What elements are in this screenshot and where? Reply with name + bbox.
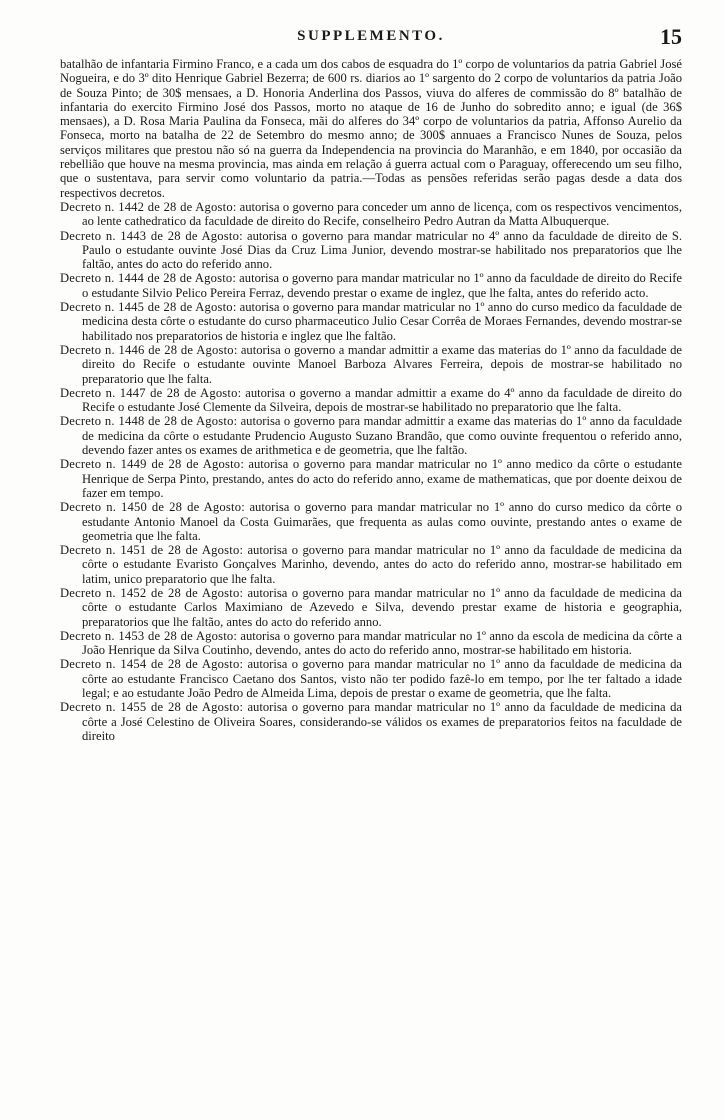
decree-paragraph (60, 457, 682, 500)
decree-text: : autorisa o governo para mandar matricular no 1º anno da faculdade de medicina da côrte o estudante Carlos Maximiano de Azevedo e Silva, devendo prestar exame de historia e geographia, preparatorios que lhe faltão, antes do acto do referido anno. (82, 585, 682, 629)
running-title: SUPPLEMENTO. (297, 28, 445, 44)
decree-heading: Decreto n. 1449 de 28 de Agosto (60, 457, 241, 472)
decree-paragraph (60, 657, 682, 700)
decree-text: : autorisa o governo para mandar matricular no 1º anno da faculdade de medicina da côrte ao estudante Francisco Caetano dos Santos, visto não ter podido fazê-lo em tempo, por lhe ter faltado a idade legal; e ao estudante João Pedro de Almeida Lima, depois de prestar o exame de geometria, que lhe falta. (82, 657, 682, 701)
decree-heading: Decreto n. 1443 de 28 de Agosto (60, 228, 240, 243)
decree-paragraph (60, 500, 682, 543)
body-text (60, 57, 682, 743)
decree-paragraph (60, 543, 682, 586)
decree-paragraph (60, 300, 682, 343)
decree-paragraph (60, 229, 682, 272)
decree-heading: Decreto n. 1448 de 28 de Agosto (60, 414, 234, 429)
decree-heading: Decreto n. 1446 de 28 de Agosto (60, 342, 234, 357)
decree-heading: Decreto n. 1442 de 28 de Agosto (60, 199, 233, 214)
page-header (60, 24, 682, 54)
decree-text: : autorisa o governo para mandar matricular no 1º anno da faculdade de direito do Recife o estudante Silvio Pelico Pereira Ferraz, devendo prestar o exame de inglez, que lhe falta, antes do referido acto. (82, 271, 682, 300)
decree-heading: Decreto n. 1444 de 28 de Agosto (60, 271, 233, 286)
decree-paragraph (60, 700, 682, 743)
decree-heading: Decreto n. 1454 de 28 de Agosto (60, 657, 240, 672)
decree-text: : autorisa o governo para conceder um anno de licença, com os respectivos vencimentos, ao lente cathedratico da faculdade de direito do Recife, conselheiro Pedro Autran da Matta Albuquerque. (82, 199, 682, 229)
decree-heading: Decreto n. 1447 de 28 de Agosto (60, 385, 238, 400)
decree-text: : autorisa o governo a mandar admittir a exame do 4º anno da faculdade de direito do Recife o estudante José Clemente da Silveira, depois de mostrar-se habilitado no preparatorio que lhe falta. (82, 385, 682, 415)
decree-paragraph (60, 414, 682, 457)
decree-text: : autorisa o governo para mandar matricular no 1º anno da escola de medicina da côrte a João Henrique da Silva Coutinho, devendo, antes do acto do referido anno, mostrar-se habilitado em historia. (82, 628, 682, 658)
decree-text: : autorisa o governo para mandar matricular no 1º anno da faculdade de medicina da côrte a José Celestino de Oliveira Soares, considerando-se válidos os exames de preparatorios feitos na faculdade de direito (82, 700, 682, 743)
decree-heading: Decreto n. 1451 de 28 de Agosto (60, 543, 240, 558)
decree-heading: Decreto n. 1452 de 28 de Agosto (60, 585, 240, 600)
decree-paragraph (60, 343, 682, 386)
decree-text: : autorisa o governo para mandar matricular no 1º anno do curso medico da faculdade de medicina desta côrte o estudante do curso pharmaceutico Julio Cesar Corrêa de Moraes Fernandes, devendo mostrar-se habilitado nos preparatorios de historia e inglez que lhe faltão. (82, 300, 682, 343)
decree-text: : autorisa o governo para mandar matricular no 1º anno medico da côrte o estudante Henrique de Serpa Pinto, prestando, antes do acto do referido anno, exame de mathematicas, que por doente deixou de fazer em tempo. (82, 457, 682, 500)
decree-text: : autorisa o governo para mandar matricular no 1º anno da faculdade de medicina da côrte o estudante Evaristo Gonçalves Marinho, devendo, antes do acto do referido anno, mostrar-se habilitado em latim, unico preparatorio que lhe falta. (82, 543, 682, 586)
decree-heading: Decreto n. 1450 de 28 de Agosto (60, 500, 242, 515)
decree-paragraph (60, 586, 682, 629)
decree-paragraph (60, 271, 682, 300)
decree-heading: Decreto n. 1445 de 28 de Agosto (60, 300, 233, 315)
decree-list (60, 200, 682, 743)
decree-heading: Decreto n. 1453 de 28 de Agosto (60, 628, 234, 643)
intro-paragraph: batalhão de infantaria Firmino Franco, e a cada um dos cabos de esquadra do 1º corpo de voluntarios da patria Gabriel José Nogueira, e do 3º dito Henrique Gabriel Bezerra; de 600 rs. diarios ao 1º sargento do 2 corpo de voluntarios da patria João de Souza Pinto; de 30$ mensaes, a D. Honoria Anderlina dos Passos, viuva do alferes de commissão do 8º batalhão de infantaria do exercito Firmino José dos Passos, morto no ataque de 16 de Junho do sobredito anno; e igual (de 36$ mensaes), a D. Rosa Maria Paulina da Fonseca, mãi do alferes do 34º corpo de voluntarios da patria, Affonso Aurelio da Fonseca, morto na batalha de 22 de Setembro do mesmo anno; de 300$ annuaes a Francisco Nunes de Souza, pelos serviços militares que prestou não só na guerra da Independencia na provincia do Maranhão, e em 1840, por occasião da rebellião que houve na mesma provincia, mas ainda em relação á guerra actual com o Paraguay, offerecendo um seu filho, que o sustentava, para servir como voluntario da patria.—Todas as pensões referidas serão pagas desde a data dos respectivos decretos. (60, 57, 682, 200)
decree-paragraph (60, 386, 682, 415)
decree-heading: Decreto n. 1455 de 28 de Agosto (60, 700, 240, 715)
decree-text: : autorisa o governo a mandar admittir a exame das materias do 1º anno da faculdade de direito do Recife o estudante ouvinte Manoel Barboza Alvares Ferreira, depois de mostrar-se habilitado no preparatorio que lhe falta. (82, 342, 683, 386)
decree-paragraph (60, 629, 682, 658)
page-number: 15 (660, 24, 682, 49)
decree-text: : autorisa o governo para mandar matricular no 4º anno da faculdade de direito de S. Paulo o estudante ouvinte José Dias da Cruz Lima Junior, devendo mostrar-se habilitado nos preparatorios que lhe faltão, antes do acto do referido anno. (82, 228, 682, 272)
decree-text: : autorisa o governo para mandar admittir a exame das materias do 1º anno da faculdade de medicina da côrte o estudante Prudencio Augusto Suzano Brandão, que como ouvinte frequentou o referido anno, devendo fazer antes os exames de arithmetica e de geometria, que lhe faltão. (82, 414, 682, 458)
decree-paragraph (60, 200, 682, 229)
decree-text: : autorisa o governo para mandar matricular no 1º anno do curso medico da côrte o estudante Antonio Manoel da Costa Guimarães, que frequenta as aulas como ouvinte, prestando antes o exame de geometria que lhe falta. (82, 500, 683, 543)
